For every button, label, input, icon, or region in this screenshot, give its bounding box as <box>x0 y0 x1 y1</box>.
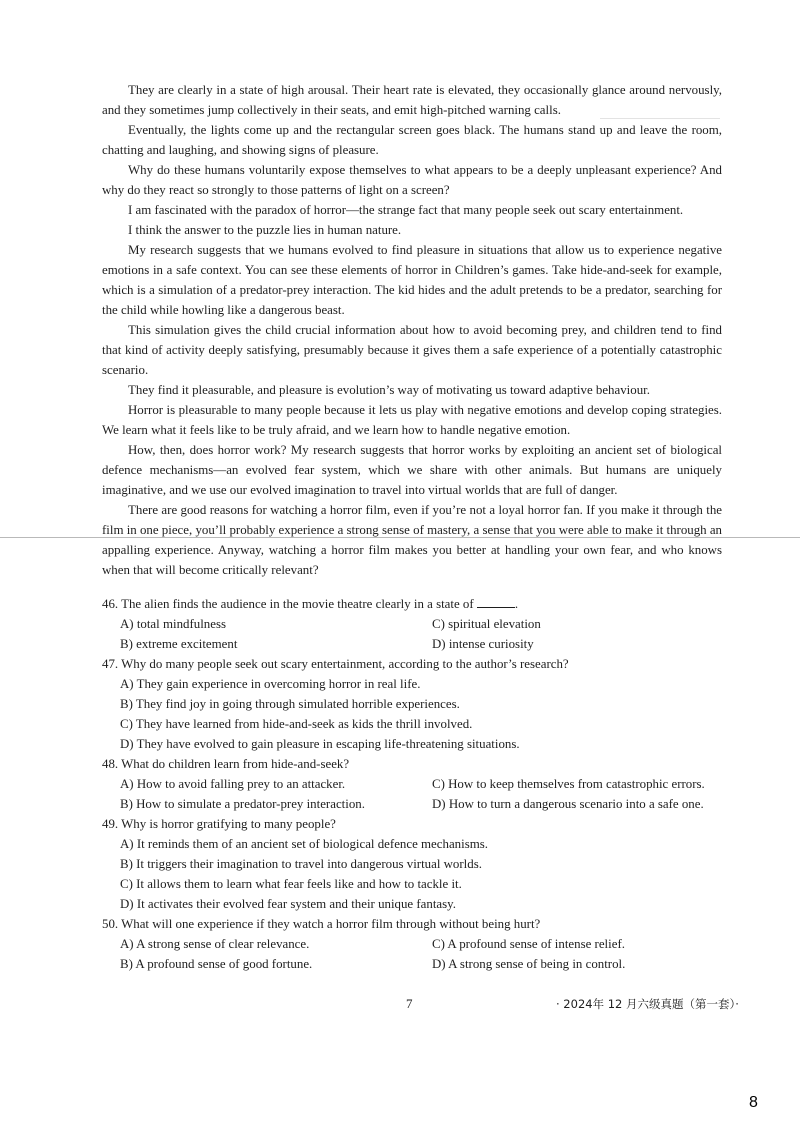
option-d[interactable]: D) intense curiosity <box>432 637 534 651</box>
option-c[interactable]: C) A profound sense of intense relief. <box>432 937 625 951</box>
scan-divider-line <box>0 537 800 538</box>
question-50 <box>102 914 742 974</box>
option-b[interactable]: B) extreme excitement <box>120 637 238 651</box>
passage-paragraph: Eventually, the lights come up and the rectangular screen goes black. The humans stand up and leave the room, chatting and laughing, and showing signs of pleasure. <box>102 123 722 157</box>
question-stem: 47. Why do many people seek out scary entertainment, according to the author’s research? <box>102 657 569 671</box>
passage-paragraph: How, then, does horror work? My research suggests that horror works by exploiting an ancient set of biological defence mechanisms—an evolved fear system, which we share with other animals. But humans are uniquely imaginative, and we use our evolved imagination to travel into virtual worlds that are full of danger. <box>102 443 722 497</box>
passage-paragraph: My research suggests that we humans evolved to find pleasure in situations that allow us to experience negative emotions in a safe context. You can see these elements of horror in Children’s games. Take hide-and-seek for example, which is a simulation of a predator-prey interaction. The kid hides and the adult pretends to be a predator, searching for the child while howling like a dangerous beast. <box>102 243 722 317</box>
passage-paragraph: I am fascinated with the paradox of horror—the strange fact that many people seek out scary entertainment. <box>128 203 684 217</box>
question-49 <box>102 814 742 914</box>
option-grid <box>102 614 742 654</box>
question-stem <box>102 594 742 614</box>
option-a[interactable]: A) They gain experience in overcoming horror in real life. <box>120 677 421 691</box>
question-stem-text: 46. The alien finds the audience in the movie theatre clearly in a state of <box>102 597 474 611</box>
question-stem: 50. What will one experience if they watch a horror film through without being hurt? <box>102 917 541 931</box>
option-c[interactable]: C) spiritual elevation <box>432 617 541 631</box>
option-c[interactable]: C) It allows them to learn what fear feels like and how to tackle it. <box>120 877 462 891</box>
reading-passage <box>102 80 722 580</box>
option-a[interactable]: A) How to avoid falling prey to an attacker. <box>120 777 346 791</box>
passage-paragraph: I think the answer to the puzzle lies in human nature. <box>128 223 402 237</box>
question-47 <box>102 654 742 754</box>
page-number: 7 <box>406 996 413 1011</box>
option-grid <box>102 774 742 814</box>
option-a[interactable]: A) It reminds them of an ancient set of biological defence mechanisms. <box>120 837 488 851</box>
option-d[interactable]: D) How to turn a dangerous scenario into a safe one. <box>432 797 704 811</box>
option-b[interactable]: B) A profound sense of good fortune. <box>120 957 313 971</box>
passage-paragraph: This simulation gives the child crucial information about how to avoid becoming prey, and children tend to find that kind of activity deeply satisfying, presumably because it gives them a safe experience of a potentially catastrophic scenario. <box>102 323 722 377</box>
passage-paragraph: They are clearly in a state of high arousal. Their heart rate is elevated, they occasionally glance around nervously, and they sometimes jump collectively in their seats, and emit high-pitched warning calls. <box>102 83 722 117</box>
passage-paragraph: They find it pleasurable, and pleasure is evolution’s way of motivating us toward adaptive behaviour. <box>128 383 650 397</box>
passage-paragraph: There are good reasons for watching a horror film, even if you’re not a loyal horror fan. If you make it through the film in one piece, you’ll probably experience a strong sense of mastery, a sense that you were able to make it through an appalling experience. Anyway, watching a horror film makes you better at handling your own fear, and who knows when that will become critically relevant? <box>102 503 722 577</box>
corner-page-number: 8 <box>749 1094 758 1111</box>
question-48 <box>102 754 742 814</box>
question-list <box>102 594 742 974</box>
passage-paragraph: Horror is pleasurable to many people because it lets us play with negative emotions and develop coping strategies. We learn what it feels like to be truly afraid, and we learn how to handle negative emotion. <box>102 403 722 437</box>
option-d[interactable]: D) A strong sense of being in control. <box>432 957 626 971</box>
option-d[interactable]: D) It activates their evolved fear system and their unique fantasy. <box>120 897 456 911</box>
option-a[interactable]: A) A strong sense of clear relevance. <box>120 937 310 951</box>
option-grid <box>102 934 742 974</box>
question-46 <box>102 594 742 654</box>
answer-blank <box>477 595 515 608</box>
option-c[interactable]: C) They have learned from hide-and-seek as kids the thrill involved. <box>120 717 473 731</box>
question-stem-end: . <box>514 597 519 611</box>
option-b[interactable]: B) It triggers their imagination to travel into dangerous virtual worlds. <box>120 857 482 871</box>
question-stem: 49. Why is horror gratifying to many people? <box>102 817 336 831</box>
option-b[interactable]: B) How to simulate a predator-prey interaction. <box>120 797 365 811</box>
option-c[interactable]: C) How to keep themselves from catastrophic errors. <box>432 777 705 791</box>
passage-paragraph: Why do these humans voluntarily expose themselves to what appears to be a deeply unpleasant experience? And why do they react so strongly to those patterns of light on a screen? <box>102 163 722 197</box>
exam-source-label: · 2024年 12 月六级真题（第一套）· <box>556 997 739 1011</box>
option-d[interactable]: D) They have evolved to gain pleasure in escaping life-threatening situations. <box>120 737 520 751</box>
question-stem: 48. What do children learn from hide-and-seek? <box>102 757 350 771</box>
option-b[interactable]: B) They find joy in going through simulated horrible experiences. <box>120 697 460 711</box>
option-a[interactable]: A) total mindfulness <box>120 617 226 631</box>
